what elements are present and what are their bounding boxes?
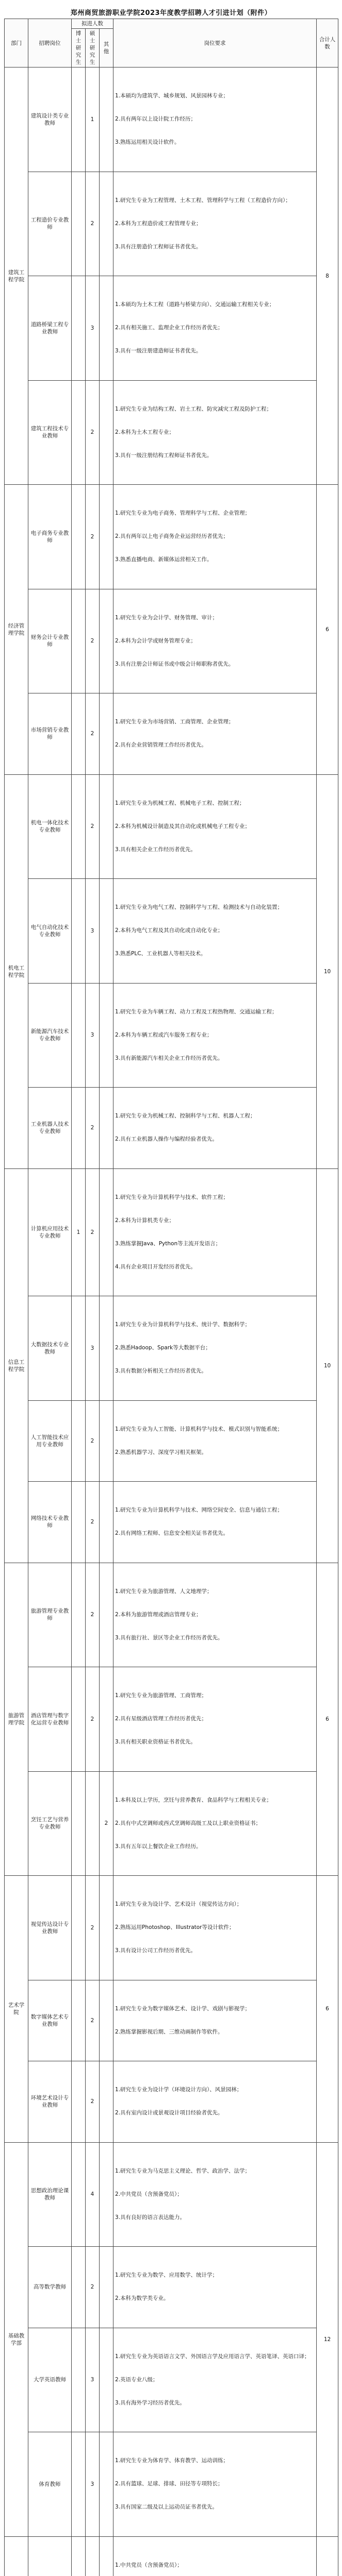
- post-cell: 机电一体化技术专业教师: [28, 774, 72, 879]
- header-count-group: 拟进人数: [72, 19, 113, 29]
- requirements-cell: [113, 2432, 317, 2537]
- requirements-cell: [113, 1088, 317, 1169]
- table-row: [5, 1296, 338, 1401]
- requirement-line: 3.具有国家二级及以上运动员证书者优先。: [115, 2504, 218, 2511]
- count-master-cell: 3: [86, 983, 100, 1088]
- requirement-line: 2.具有两年以上电子商务企业运营经历者优先；: [115, 533, 229, 540]
- count-phd-cell: [72, 1876, 86, 1980]
- requirement-line: 1.研究生专业为机械工程、机械电子工程、控制工程；: [115, 800, 245, 806]
- requirement-line: 2.熟悉机器学习、深度学习相关框架。: [115, 1449, 207, 1455]
- requirement-line: 2.英语专业八级；: [115, 2376, 158, 2383]
- total-cell: 6: [317, 1876, 338, 2143]
- requirement-line: 2.具有工业机器人操作与编程经验者优先。: [115, 1136, 218, 1143]
- count-phd-cell: [72, 1563, 86, 1667]
- table-row: [5, 1980, 338, 2061]
- dept-cell: 建筑工程学院: [5, 67, 28, 485]
- requirement-line: 3.具有一级注册结构工程师证书者优先。: [115, 452, 213, 459]
- table-row: [5, 1667, 338, 1772]
- table-row: [5, 1400, 338, 1482]
- table-row: [5, 2432, 338, 2537]
- count-phd-cell: 1: [72, 1168, 86, 1296]
- total-cell: 12: [317, 2142, 338, 2536]
- requirement-line: 2.本科为工程造价或工程管理专业；: [115, 220, 202, 227]
- count-phd-cell: [72, 1088, 86, 1169]
- post-cell: 数字媒体艺术专业教师: [28, 1980, 72, 2061]
- count-other-cell: [100, 1482, 113, 1563]
- requirement-line: 2.具有两年以上设计院工作经历；: [115, 116, 197, 123]
- requirements-cell: [113, 2247, 317, 2328]
- requirement-line: 3.熟悉直播电商、新媒体运营相关工作。: [115, 556, 213, 563]
- total-cell: 8: [317, 67, 338, 485]
- requirement-line: 1.研究生专业为结构工程、岩土工程、防灾减灾工程及防护工程；: [115, 405, 272, 412]
- requirements-cell: [113, 1482, 317, 1563]
- requirement-line: 3.具有海外学习经历者优先。: [115, 2399, 186, 2406]
- requirements-cell: [113, 1400, 317, 1482]
- requirement-line: 1.研究生专业为人工智能、计算机科学与技术、模式识别与智能系统；: [115, 1426, 283, 1432]
- count-other-cell: [100, 1667, 113, 1772]
- requirement-line: 1.中共党员（含预备党员）；: [115, 2562, 183, 2568]
- requirement-line: 2.本科为旅游管理或酒店管理专业；: [115, 1611, 202, 1618]
- count-other-cell: [100, 774, 113, 879]
- count-phd-cell: [72, 1771, 86, 1876]
- post-cell: 人工智能技术应用专业教师: [28, 1400, 72, 1482]
- requirement-line: 1.本硕均为土木工程（道路与桥梁方向）、交通运输工程相关专业；: [115, 301, 275, 308]
- requirement-line: 1.本科及以上学历，烹饪与营养教育、食品科学与工程相关专业；: [115, 1797, 272, 1803]
- post-cell: 电气自动化技术专业教师: [28, 879, 72, 984]
- count-phd-cell: [72, 172, 86, 276]
- requirement-line: 3.具有设计公司工作经历者优先。: [115, 1947, 197, 1954]
- count-master-cell: 3: [86, 276, 100, 381]
- requirements-cell: [113, 1667, 317, 1772]
- requirements-cell: [113, 67, 317, 172]
- requirement-line: 2.熟悉Hadoop、Spark等大数据平台；: [115, 1345, 211, 1351]
- post-cell: 思想政治理论课教师: [28, 2142, 72, 2247]
- count-phd-cell: [72, 1482, 86, 1563]
- requirement-line: 3.熟练运用相关设计软件。: [115, 139, 180, 146]
- count-other-cell: [100, 1168, 113, 1296]
- requirements-cell: [113, 693, 317, 775]
- count-other-cell: [100, 2142, 113, 2247]
- count-other-cell: [100, 380, 113, 485]
- requirement-line: 3.具有旅行社、景区等企业工作经历者优先。: [115, 1634, 223, 1641]
- requirement-line: 2.中共党员（含预备党员）；: [115, 2191, 183, 2197]
- dept-cell: 经济管理学院: [5, 485, 28, 775]
- count-other-cell: [100, 879, 113, 984]
- header-count-master: 硕士研究生: [86, 29, 100, 67]
- requirement-line: 2.熟练掌握影视后期、三维动画制作等软件。: [115, 2028, 223, 2035]
- count-phd-cell: [72, 1667, 86, 1772]
- requirement-line: 1.研究生专业为数字媒体艺术、设计学、戏剧与影视学；: [115, 2005, 251, 2012]
- dept-cell: 信息工程学院: [5, 1168, 28, 1563]
- requirement-line: 2.具有星级酒店管理工作经历者优先；: [115, 1716, 207, 1722]
- requirement-line: 2.本科为电气工程及其自动化或自动化专业；: [115, 927, 223, 934]
- requirements-cell: [113, 2536, 317, 2576]
- requirement-line: 1.研究生专业为数学、应用数学、统计学；: [115, 2272, 218, 2279]
- requirement-line: 3.具有良好的语言表达能力。: [115, 2214, 186, 2221]
- table-row: [5, 276, 338, 381]
- count-other-cell: [100, 2432, 113, 2537]
- header-count-other: 其他: [100, 29, 113, 67]
- requirements-cell: [113, 983, 317, 1088]
- table-row: [5, 1482, 338, 1563]
- requirements-cell: [113, 276, 317, 381]
- table-row: [5, 2247, 338, 2328]
- requirement-line: 1.研究生专业为设计学、艺术设计（视觉传达方向）；: [115, 1901, 242, 1908]
- header-post: 招聘岗位: [28, 19, 72, 67]
- count-other-cell: [100, 2536, 113, 2576]
- requirement-line: 1.研究生专业为会计学、财务管理、审计；: [115, 614, 218, 621]
- post-cell: 网络技术专业教师: [28, 1482, 72, 1563]
- requirements-cell: [113, 1563, 317, 1667]
- requirement-line: 1.研究生专业为市场营销、工商管理、企业管理；: [115, 719, 234, 725]
- table-row: [5, 1563, 338, 1667]
- requirements-cell: [113, 172, 317, 276]
- count-master-cell: 2: [86, 1168, 100, 1296]
- requirements-cell: [113, 1876, 317, 1980]
- requirements-cell: [113, 1771, 317, 1876]
- requirement-line: 2.具有企业营销管理工作经历者优先。: [115, 742, 207, 749]
- requirements-cell: [113, 485, 317, 589]
- post-cell: 大数据技术专业教师: [28, 1296, 72, 1401]
- table-row: [5, 380, 338, 485]
- requirement-line: 1.研究生专业为旅游管理、工商管理；: [115, 1692, 207, 1699]
- count-other-cell: [100, 2328, 113, 2432]
- count-master-cell: 2: [86, 380, 100, 485]
- requirement-line: 3.具有注册会计师证书或中级会计师职称者优先。: [115, 660, 234, 667]
- count-master-cell: 3: [86, 1296, 100, 1401]
- dept-cell: 基础教学部: [5, 2142, 28, 2536]
- requirement-line: 2.本科为车辆工程或汽车服务工程专业；: [115, 1031, 213, 1038]
- requirements-cell: [113, 1980, 317, 2061]
- total-cell: [317, 2536, 338, 2576]
- table-row: [5, 485, 338, 589]
- post-cell: [28, 2536, 72, 2576]
- table-row: [5, 1168, 338, 1296]
- requirement-line: 3.具有相关企业工作经历者优先。: [115, 846, 197, 853]
- requirement-line: 2.本科为土木工程专业；: [115, 429, 175, 435]
- post-cell: 高等数学教师: [28, 2247, 72, 2328]
- table-row: [5, 589, 338, 693]
- count-master-cell: 2: [86, 774, 100, 879]
- count-other-cell: [100, 172, 113, 276]
- count-master-cell: 1: [86, 67, 100, 172]
- requirement-line: 1.研究生专业为马克思主义理论、哲学、政治学、法学；: [115, 2167, 251, 2174]
- count-master-cell: 2: [86, 1980, 100, 2061]
- total-cell: 6: [317, 485, 338, 775]
- count-phd-cell: [72, 485, 86, 589]
- dept-cell: [5, 2536, 28, 2576]
- count-other-cell: [100, 67, 113, 172]
- count-other-cell: [100, 1088, 113, 1169]
- table-row: [5, 2142, 338, 2247]
- post-cell: 道路桥梁工程专业教师: [28, 276, 72, 381]
- count-master-cell: 2: [86, 172, 100, 276]
- post-cell: 酒店管理与数字化运营专业教师: [28, 1667, 72, 1772]
- count-other-cell: [100, 2247, 113, 2328]
- requirement-line: 2.具有相关施工、监理企业工作经历者优先；: [115, 325, 223, 331]
- requirement-line: 2.具有室内设计或景观设计项目经验者优先。: [115, 2110, 223, 2116]
- table-row: [5, 774, 338, 879]
- post-cell: 大学英语教师: [28, 2328, 72, 2432]
- count-phd-cell: [72, 879, 86, 984]
- requirements-cell: [113, 380, 317, 485]
- header-count-phd: 博士研究生: [72, 29, 86, 67]
- table-row: [5, 1088, 338, 1169]
- count-phd-cell: [72, 67, 86, 172]
- requirement-line: 2.本科为数学类专业。: [115, 2295, 169, 2302]
- count-master-cell: 4: [86, 2142, 100, 2247]
- post-cell: 旅游管理专业教师: [28, 1563, 72, 1667]
- requirement-line: 3.具有相关职业资格证书者优先。: [115, 1739, 197, 1745]
- count-phd-cell: [72, 2432, 86, 2537]
- count-phd-cell: [72, 380, 86, 485]
- requirements-cell: [113, 1168, 317, 1296]
- dept-cell: 旅游管理学院: [5, 1563, 28, 1876]
- count-master-cell: 2: [86, 1667, 100, 1772]
- count-master-cell: 3: [86, 2328, 100, 2432]
- requirement-line: 2.具有篮球、足球、排球、田径等专项特长；: [115, 2481, 223, 2487]
- table-row: [5, 1876, 338, 1980]
- post-cell: 体育教师: [28, 2432, 72, 2537]
- requirement-line: 2.熟练运用Photoshop、Illustrator等设计软件；: [115, 1924, 235, 1931]
- requirement-line: 1.研究生专业为英语语言文学、外国语言学及应用语言学、英语笔译、英语口译；: [115, 2353, 310, 2360]
- count-phd-cell: [72, 693, 86, 775]
- table-row: [5, 879, 338, 984]
- requirement-line: 4.具有企业项目开发经历者优先。: [115, 1263, 197, 1270]
- count-master-cell: 2: [86, 589, 100, 693]
- count-master-cell: 2: [86, 2061, 100, 2143]
- post-cell: 工程造价专业教师: [28, 172, 72, 276]
- count-other-cell: 2: [100, 1771, 113, 1876]
- requirement-line: 1.研究生专业为体育学、体育教学、运动训练；: [115, 2458, 229, 2464]
- requirements-cell: [113, 2061, 317, 2143]
- dept-cell: 艺术学院: [5, 1876, 28, 2143]
- count-master-cell: 2: [86, 1876, 100, 1980]
- requirement-line: 1.研究生专业为工程管理、土木工程、管理科学与工程（工程造价方向）；: [115, 197, 291, 204]
- count-master-cell: 2: [86, 1563, 100, 1667]
- count-other-cell: [100, 1296, 113, 1401]
- requirement-line: 2.本科为会计学或财务管理专业；: [115, 637, 197, 644]
- dept-cell: 机电工程学院: [5, 774, 28, 1168]
- count-master-cell: 2: [86, 485, 100, 589]
- total-cell: 10: [317, 1168, 338, 1563]
- requirement-line: 1.研究生专业为计算机科学与技术、软件工程；: [115, 1194, 229, 1200]
- count-phd-cell: [72, 983, 86, 1088]
- count-phd-cell: [72, 1980, 86, 2061]
- requirement-line: 2.本科为计算机类专业；: [115, 1217, 175, 1224]
- requirement-line: 1.研究生专业为电气工程、控制科学与工程、检测技术与自动化装置；: [115, 904, 283, 911]
- count-master-cell: [86, 1771, 100, 1876]
- requirement-line: 1.本硕均为建筑学、城乡规划、风景园林专业；: [115, 93, 229, 99]
- table-header: [5, 19, 338, 67]
- requirement-line: 3.具有新能源汽车相关企业工作经历者优先。: [115, 1055, 223, 1061]
- post-cell: 建筑设计类专业教师: [28, 67, 72, 172]
- count-phd-cell: [72, 2536, 86, 2576]
- count-phd-cell: [72, 1400, 86, 1482]
- count-other-cell: [100, 1876, 113, 1980]
- header-req: 岗位要求: [113, 19, 317, 67]
- requirement-line: 1.研究生专业为设计学（环境设计方向）、风景园林；: [115, 2087, 242, 2093]
- count-phd-cell: [72, 589, 86, 693]
- requirement-line: 3.熟练掌握Java、Python等主流开发语言；: [115, 1240, 221, 1247]
- requirement-line: 3.具有注册造价工程师证书者优先。: [115, 243, 202, 250]
- post-cell: 市场营销专业教师: [28, 693, 72, 775]
- post-cell: 环境艺术设计专业教师: [28, 2061, 72, 2143]
- table-row: [5, 2061, 338, 2143]
- count-master-cell: [86, 2536, 100, 2576]
- count-master-cell: 2: [86, 1088, 100, 1169]
- requirements-cell: [113, 1296, 317, 1401]
- total-cell: 6: [317, 1563, 338, 1876]
- post-cell: 工业机器人技术专业教师: [28, 1088, 72, 1169]
- post-cell: 烹饪工艺与营养专业教师: [28, 1771, 72, 1876]
- count-phd-cell: [72, 2142, 86, 2247]
- count-other-cell: [100, 2061, 113, 2143]
- post-cell: 计算机应用技术专业教师: [28, 1168, 72, 1296]
- table-row: [5, 1771, 338, 1876]
- requirements-cell: [113, 2328, 317, 2432]
- requirements-cell: [113, 2142, 317, 2247]
- table-row: [5, 2328, 338, 2432]
- count-master-cell: 2: [86, 1400, 100, 1482]
- count-phd-cell: [72, 276, 86, 381]
- count-phd-cell: [72, 774, 86, 879]
- count-other-cell: [100, 1563, 113, 1667]
- post-cell: 新能源汽车技术专业教师: [28, 983, 72, 1088]
- requirement-line: 3.具有数据分析相关工作经历者优先。: [115, 1368, 207, 1375]
- requirement-line: 3.具有一级注册建造师证书者优先。: [115, 348, 202, 354]
- requirement-line: 3.熟悉PLC、工业机器人等相关技术。: [115, 951, 206, 957]
- count-other-cell: [100, 485, 113, 589]
- table-row: [5, 2536, 338, 2576]
- count-other-cell: [100, 983, 113, 1088]
- requirement-line: 1.研究生专业为计算机科学与技术、统计学、数据科学；: [115, 1321, 251, 1328]
- count-other-cell: [100, 1980, 113, 2061]
- count-other-cell: [100, 1400, 113, 1482]
- requirement-line: 1.研究生专业为计算机科学与技术、网络空间安全、信息与通信工程；: [115, 1507, 283, 1514]
- count-master-cell: 3: [86, 2432, 100, 2537]
- count-other-cell: [100, 693, 113, 775]
- document-title: 郑州商贸旅游职业学院2023年度教学招聘人才引进计划（附件）: [70, 9, 272, 17]
- requirements-cell: [113, 774, 317, 879]
- header-dept: 部门: [5, 19, 28, 67]
- requirement-line: 1.研究生专业为机械工程、控制科学与工程、机器人工程；: [115, 1113, 256, 1120]
- requirement-line: 1.研究生专业为旅游管理、人文地理学；: [115, 1588, 213, 1595]
- count-master-cell: 2: [86, 693, 100, 775]
- count-phd-cell: [72, 1296, 86, 1401]
- post-cell: 电子商务专业教师: [28, 485, 72, 589]
- count-phd-cell: [72, 2247, 86, 2328]
- requirement-line: 2.具有网络工程师、信息安全相关证书者优先。: [115, 1530, 229, 1537]
- table-row: [5, 983, 338, 1088]
- post-cell: 视觉传达设计专业教师: [28, 1876, 72, 1980]
- count-other-cell: [100, 589, 113, 693]
- requirements-cell: [113, 879, 317, 984]
- count-phd-cell: [72, 2328, 86, 2432]
- table-row: [5, 67, 338, 172]
- count-master-cell: 3: [86, 879, 100, 984]
- count-master-cell: 2: [86, 2247, 100, 2328]
- table-row: [5, 172, 338, 276]
- post-cell: 财务会计专业教师: [28, 589, 72, 693]
- count-phd-cell: [72, 2061, 86, 2143]
- count-other-cell: [100, 276, 113, 381]
- table-body: [5, 67, 338, 2576]
- requirements-cell: [113, 589, 317, 693]
- requirement-line: 2.本科为机械设计制造及其自动化或机械电子工程专业；: [115, 823, 251, 829]
- total-cell: 10: [317, 774, 338, 1168]
- requirement-line: 2.具有中式烹调师或西式烹调师高级工及以上职业资格证书；: [115, 1820, 262, 1826]
- requirement-line: 3.具有五年以上餐饮企业工作经历。: [115, 1843, 202, 1850]
- header-total: 合计人数: [317, 19, 338, 67]
- requirement-line: 1.研究生专业为车辆工程、动力工程及工程热物理、交通运输工程；: [115, 1008, 278, 1015]
- table-row: [5, 693, 338, 775]
- post-cell: 建筑工程技术专业教师: [28, 380, 72, 485]
- count-master-cell: 2: [86, 1482, 100, 1563]
- requirement-line: 1.研究生专业为电子商务、管理科学与工程、企业管理；: [115, 510, 251, 517]
- recruitment-table: [4, 19, 338, 2576]
